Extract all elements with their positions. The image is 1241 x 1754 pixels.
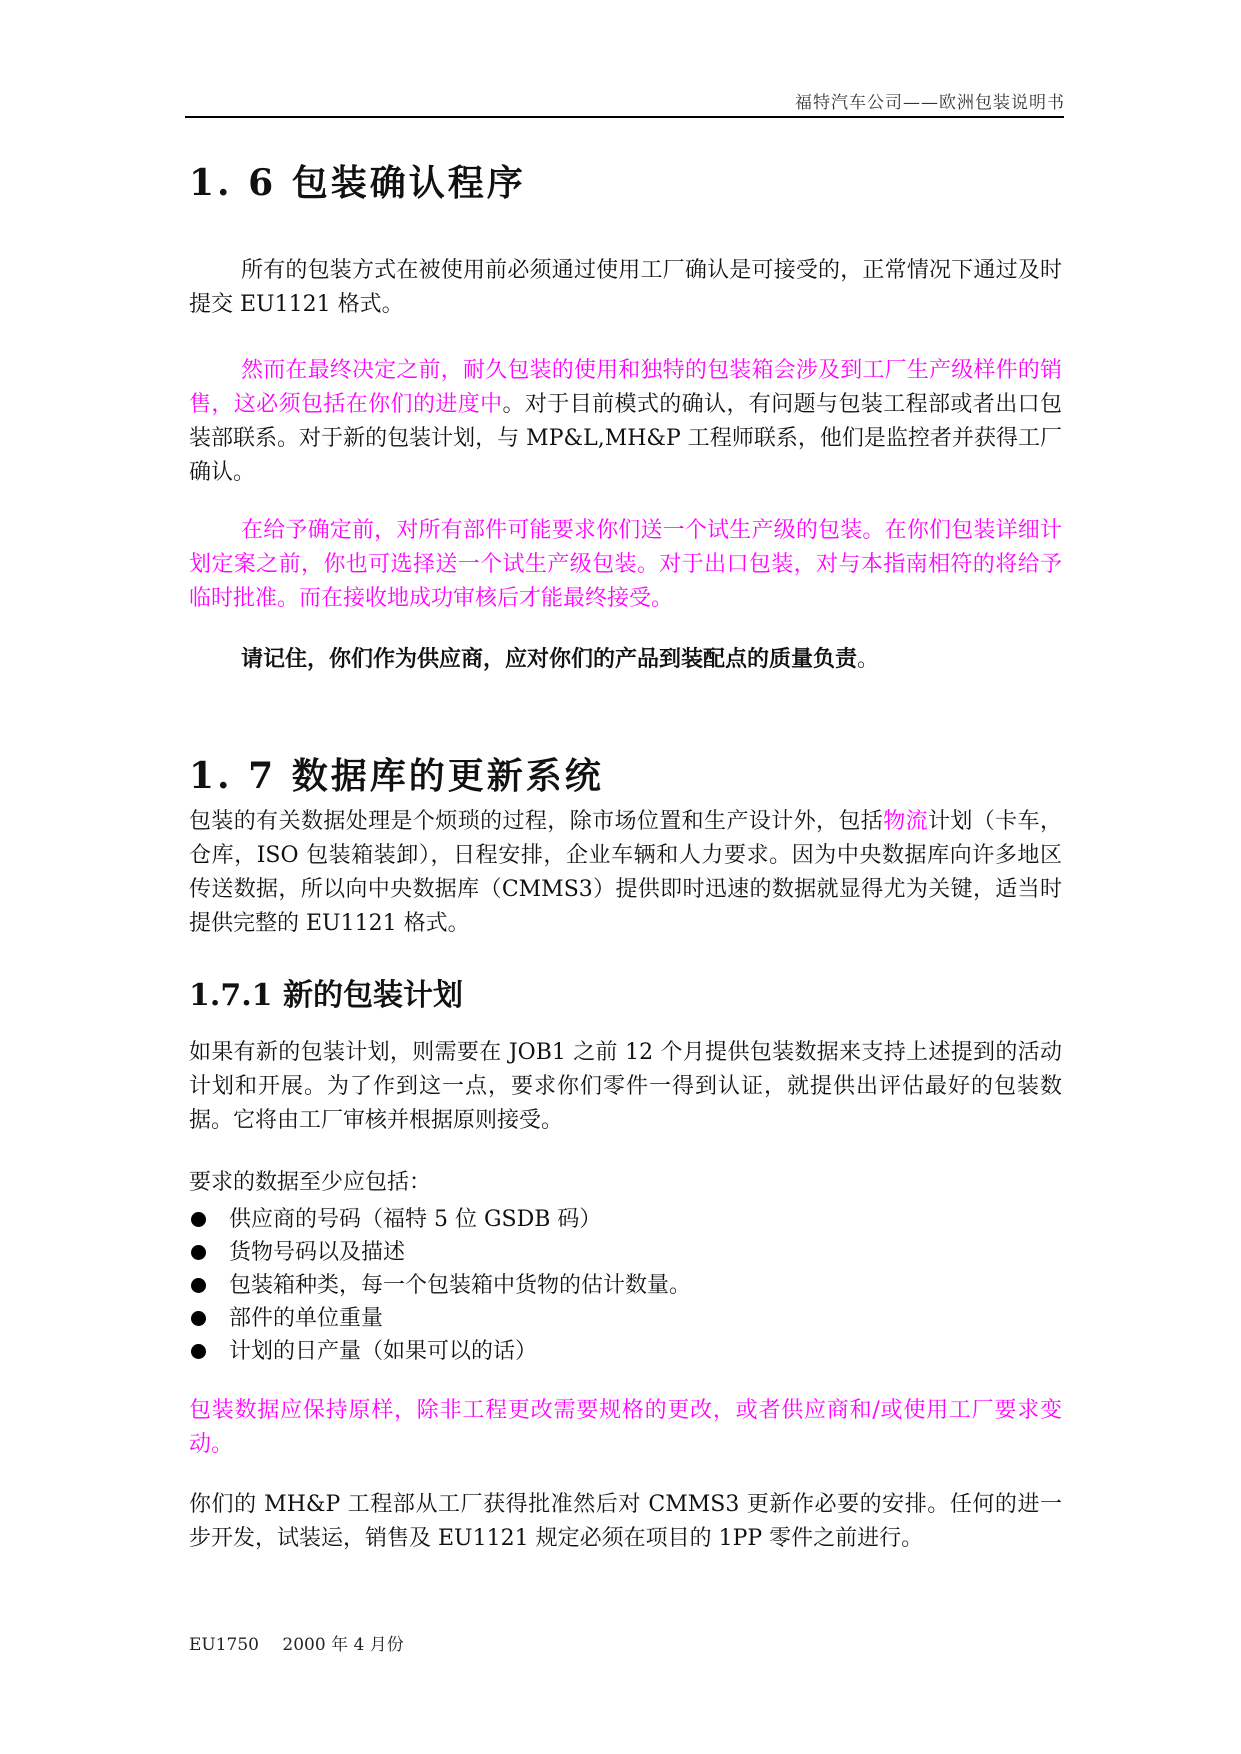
footer-doc-code: EU1750 [189, 1635, 260, 1655]
header-divider [185, 116, 1064, 118]
section-1-6-paragraph-1: 所有的包装方式在被使用前必须通过使用工厂确认是可接受的，正常情况下通过及时提交 EU1121 格式。 [189, 258, 1062, 317]
list-item: 货物号码以及描述 [189, 1236, 691, 1269]
section-1-7-1-heading: 1.7.1 新的包装计划 [189, 978, 463, 1013]
section-1-6-paragraph-4 [189, 642, 1062, 677]
page-header-title: 福特汽车公司——欧洲包装说明书 [795, 93, 1065, 113]
bullet-icon [191, 1212, 206, 1227]
bullet-icon [191, 1278, 206, 1293]
list-item: 计划的日产量（如果可以的话） [189, 1335, 691, 1368]
section-1-6-paragraph-3: 在给予确定前，对所有部件可能要求你们送一个试生产级的包装。在你们包装详细计划定案之前，你也可选择送一个试生产级包装。对于出口包装，对与本指南相符的将给予临时批准。而在接收地成功审核后才能最终接受。 [189, 518, 1062, 611]
section-1-7-heading: 1. 7 数据库的更新系统 [189, 755, 604, 797]
highlighted-paragraph: 包装数据应保持原样，除非工程更改需要规格的更改，或者供应商和/或使用工厂要求变动。 [189, 1398, 1062, 1457]
bullet-icon [191, 1245, 206, 1260]
list-item: 部件的单位重量 [189, 1302, 691, 1335]
section-1-7-paragraph [189, 805, 1062, 941]
paragraph-end: 。 [857, 647, 880, 672]
list-item: 包装箱种类，每一个包装箱中货物的估计数量。 [189, 1269, 691, 1302]
highlighted-text: 然而在最终决定之前，耐久包装的使用和独特的包装箱会涉及到工厂生产级样件的销售，这必须包括在你们的进度中 [189, 358, 1062, 417]
paragraph-text: 计划（卡车，仓库，ISO 包装箱装卸），日程安排，企业车辆和人力要求。因为中央数据库向许多地区传送数据，所以向中央数据库（CMMS3）提供即时迅速的数据就显得尤为关键，适当时提供完整的 EU1121 格式。 [189, 809, 1062, 936]
final-paragraph: 你们的 MH&P 工程部从工厂获得批准然后对 CMMS3 更新作必要的安排。任何的进一步开发，试装运，销售及 EU1121 规定必须在项目的 1PP 零件之前进行。 [189, 1492, 1062, 1551]
section-1-7-1-paragraph: 如果有新的包装计划，则需要在 JOB1 之前 12 个月提供包装数据来支持上述提到的活动计划和开展。为了作到这一点，要求你们零件一得到认证，就提供出评估最好的包装数据。它将由工厂审核并根据原则接受。 [189, 1040, 1062, 1133]
required-data-list [189, 1203, 691, 1368]
highlighted-text: 物流 [883, 809, 928, 834]
bullet-icon [191, 1344, 206, 1359]
footer-date: 2000 年 4 月份 [282, 1635, 404, 1655]
paragraph-text: 。对于目前模式的确认，有问题与包装工程部或者出口包装部联系。对于新的包装计划，与 MP&L,MH&P 工程师联系，他们是监控者并获得工厂确认。 [189, 392, 1062, 485]
section-1-6-paragraph-2 [189, 354, 1062, 490]
paragraph-text: 包装的有关数据处理是个烦琐的过程，除市场位置和生产设计外，包括 [189, 809, 884, 834]
section-1-6-heading: 1. 6 包装确认程序 [189, 162, 526, 204]
bullet-icon [191, 1311, 206, 1326]
emphasis-text: 请记住，你们作为供应商，应对你们的产品到装配点的质量负责 [241, 646, 858, 672]
list-item: 供应商的号码（福特 5 位 GSDB 码） [189, 1203, 691, 1236]
page-footer [189, 1630, 422, 1655]
list-intro: 要求的数据至少应包括： [189, 1170, 432, 1195]
